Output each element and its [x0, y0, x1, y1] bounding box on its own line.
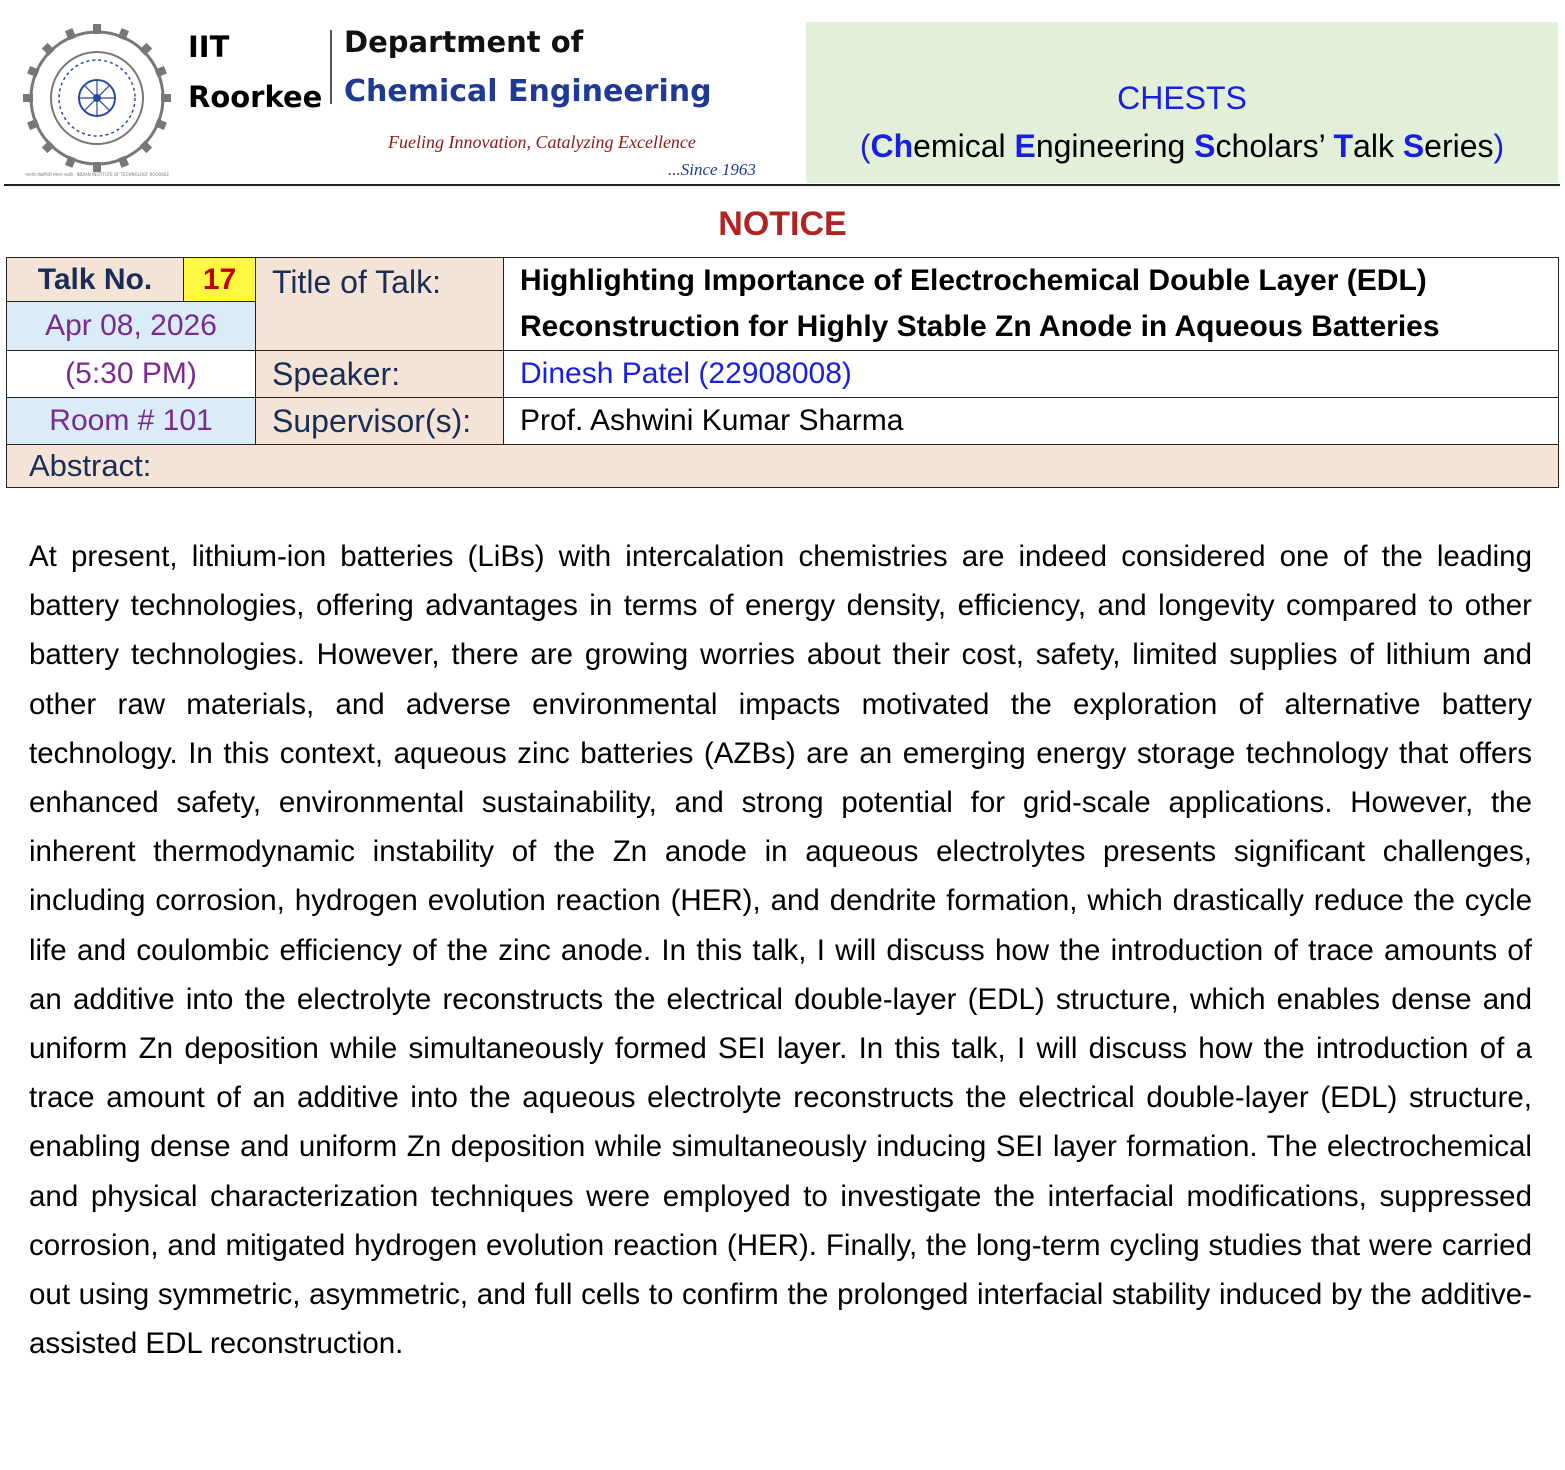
department-name: Chemical Engineering — [344, 74, 712, 109]
department-line-1: Department of — [344, 25, 584, 59]
abstract-text: At present, lithium-ion batteries (LiBs) with intercalation chemistries are indeed considered one of the leading battery technologies, offering advantages in terms of energy density, efficiency, and longevity compared to other battery technologies. However, there are growing worries about their cost, safety, limited supplies of lithium and other raw materials, and adverse environmental impacts motivated the exploration of alternative battery technology. In this context, aqueous zinc batteries (AZBs) are an emerging energy storage technology that offers enhanced safety, environmental sustainability, and strong potential for grid-scale applications. However, the inherent thermodynamic instability of the Zn anode in aqueous electrolytes presents significant challenges, including corrosion, hydrogen evolution reaction (HER), and dendrite formation, which drastically reduce the cycle life and coulombic efficiency of the zinc anode. In this talk, I will discuss how the introduction of trace amounts of an additive into the electrolyte reconstructs the electrical double-layer (EDL) structure, which enables dense and uniform Zn deposition while simultaneously formed SEI layer. In this talk, I will discuss how the introduction of a trace amount of an additive into the aqueous electrolyte reconstructs the electrical double-layer (EDL) structure, enabling dense and uniform Zn deposition while simultaneously inducing SEI layer formation. The electrochemical and physical characterization techniques were employed to investigate the interfacial modifications, suppressed corrosion, and mitigated hydrogen evolution reaction (HER). Finally, the long-term cycling studies that were carried out using symmetric, asymmetric, and full cells to confirm the prolonged interfacial stability induced by the additive-assisted EDL reconstruction. — [29, 540, 1532, 1361]
title-label: Title of Talk: — [256, 258, 504, 351]
logo-text: भारतीय प्रौद्योगिकी संस्थान रुड़की · INDIAN INSTITUTE OF TECHNOLOGY ROORKEE — [24, 172, 170, 177]
table-row — [7, 398, 1559, 445]
header-divider — [330, 30, 332, 104]
talk-title: Highlighting Importance of Electrochemical Double Layer (EDL) Reconstruction for Highly Stable Zn Anode in Aqueous Batteries — [504, 258, 1559, 351]
institute-line-1: IIT — [188, 30, 230, 64]
series-subtitle: (Chemical Engineering Scholars’ Talk Series) — [859, 128, 1505, 164]
iit-roorkee-logo — [22, 18, 172, 178]
institute-line-2: Roorkee — [188, 80, 323, 114]
institute-name — [188, 22, 322, 122]
abstract-label: Abstract: — [7, 445, 1559, 488]
supervisor-name: Prof. Ashwini Kumar Sharma — [504, 398, 1559, 445]
notice-header — [0, 0, 1565, 186]
speaker-label: Speaker: — [256, 351, 504, 398]
table-row — [7, 445, 1559, 488]
table-row — [7, 351, 1559, 398]
speaker-name: Dinesh Patel (22908008) — [504, 351, 1559, 398]
talk-date: Apr 08, 2026 — [7, 302, 256, 351]
department-tagline: Fueling Innovation, Catalyzing Excellence — [388, 132, 696, 152]
talk-info-table — [6, 257, 1559, 488]
talk-room: Room # 101 — [7, 398, 256, 445]
series-banner — [806, 22, 1558, 183]
department-since: ...Since 1963 — [668, 160, 756, 179]
talk-number: 17 — [184, 258, 256, 302]
table-row — [7, 258, 1559, 302]
series-title: CHESTS — [1117, 80, 1247, 116]
talk-time: (5:30 PM) — [7, 351, 256, 398]
notice-heading: NOTICE — [718, 205, 847, 243]
header-rule — [4, 184, 1560, 186]
talk-number-label: Talk No. — [7, 258, 184, 302]
supervisor-label: Supervisor(s): — [256, 398, 504, 445]
